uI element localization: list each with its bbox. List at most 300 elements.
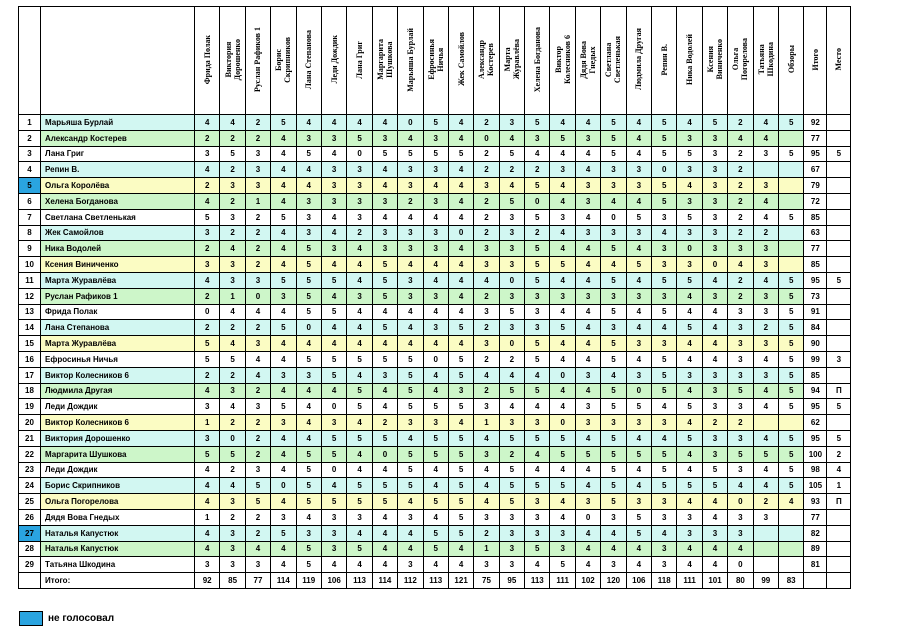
- column-total: 121: [448, 573, 473, 589]
- score-cell: 2: [728, 272, 753, 288]
- score-cell: 4: [321, 257, 346, 273]
- row-number: 15: [19, 336, 41, 352]
- score-cell: 3: [575, 178, 600, 194]
- row-name: Лана Григ: [41, 146, 195, 162]
- score-cell: 5: [372, 320, 397, 336]
- score-cell: 4: [398, 336, 423, 352]
- score-cell: 3: [575, 415, 600, 431]
- score-cell: 4: [652, 320, 677, 336]
- score-cell: 4: [626, 115, 651, 131]
- score-cell: 0: [347, 146, 372, 162]
- row-number: 25: [19, 494, 41, 510]
- table-row: [19, 162, 851, 178]
- row-number: 11: [19, 272, 41, 288]
- score-cell: 2: [753, 494, 778, 510]
- score-cell: 3: [626, 288, 651, 304]
- score-cell: 4: [448, 415, 473, 431]
- score-cell: 4: [677, 178, 702, 194]
- column-header-label: Людмила Другая: [634, 28, 644, 91]
- score-cell: 4: [550, 178, 575, 194]
- score-cell: 3: [753, 336, 778, 352]
- score-cell: 2: [474, 115, 499, 131]
- table-row: [19, 430, 851, 446]
- column-total: 102: [575, 573, 600, 589]
- score-cell: 4: [575, 304, 600, 320]
- row-total: 77: [804, 241, 827, 257]
- score-cell: 4: [626, 320, 651, 336]
- score-cell: 5: [271, 209, 296, 225]
- score-cell: 3: [753, 367, 778, 383]
- column-total: 113: [423, 573, 448, 589]
- score-cell: 4: [321, 146, 346, 162]
- score-cell: 2: [753, 225, 778, 241]
- score-cell: 3: [499, 525, 524, 541]
- score-cell: [753, 541, 778, 557]
- table-row: [19, 304, 851, 320]
- row-place: [827, 336, 851, 352]
- score-cell: 5: [499, 462, 524, 478]
- row-name: Ольга Королёва: [41, 178, 195, 194]
- score-cell: 3: [271, 415, 296, 431]
- score-cell: 3: [601, 225, 626, 241]
- score-cell: [778, 130, 803, 146]
- row-name: Виктор Колесников 6: [41, 367, 195, 383]
- score-cell: 5: [499, 146, 524, 162]
- row-total: 77: [804, 509, 827, 525]
- score-cell: 2: [195, 241, 220, 257]
- row-number: 9: [19, 241, 41, 257]
- score-cell: 4: [448, 288, 473, 304]
- column-total: 101: [702, 573, 727, 589]
- score-cell: 2: [195, 130, 220, 146]
- row-total: 77: [804, 130, 827, 146]
- score-cell: 5: [347, 383, 372, 399]
- score-cell: 4: [321, 225, 346, 241]
- score-cell: 3: [499, 320, 524, 336]
- score-cell: 2: [372, 415, 397, 431]
- score-cell: 2: [245, 525, 270, 541]
- score-cell: 4: [575, 430, 600, 446]
- row-total: 92: [804, 115, 827, 131]
- score-cell: 5: [195, 446, 220, 462]
- score-cell: 4: [220, 115, 245, 131]
- header-blank-number: [19, 7, 41, 115]
- score-cell: 2: [474, 525, 499, 541]
- score-cell: 4: [525, 367, 550, 383]
- score-cell: 4: [347, 367, 372, 383]
- table-row: [19, 272, 851, 288]
- score-cell: 4: [550, 241, 575, 257]
- row-place: [827, 415, 851, 431]
- score-cell: 5: [601, 336, 626, 352]
- score-cell: [753, 162, 778, 178]
- score-cell: 3: [652, 541, 677, 557]
- row-place: [827, 320, 851, 336]
- score-cell: 5: [626, 257, 651, 273]
- score-cell: 3: [601, 320, 626, 336]
- score-cell: 5: [448, 509, 473, 525]
- score-cell: 2: [220, 130, 245, 146]
- score-cell: 3: [499, 257, 524, 273]
- score-cell: 4: [728, 130, 753, 146]
- score-cell: 3: [550, 525, 575, 541]
- score-cell: 1: [220, 288, 245, 304]
- score-cell: 4: [372, 509, 397, 525]
- score-cell: 4: [550, 351, 575, 367]
- score-cell: 3: [423, 193, 448, 209]
- score-cell: 5: [398, 383, 423, 399]
- table-row: [19, 320, 851, 336]
- row-place: [827, 162, 851, 178]
- row-name: Марта Журавлёва: [41, 336, 195, 352]
- score-cell: 5: [448, 399, 473, 415]
- score-cell: 4: [195, 494, 220, 510]
- row-number: 16: [19, 351, 41, 367]
- score-cell: 4: [220, 336, 245, 352]
- column-header: [321, 7, 346, 115]
- score-cell: 3: [728, 304, 753, 320]
- score-cell: 5: [652, 272, 677, 288]
- score-cell: 4: [271, 541, 296, 557]
- column-header-label: Лана Григ: [355, 40, 365, 79]
- row-total: 95: [804, 146, 827, 162]
- score-cell: 4: [448, 130, 473, 146]
- row-total: 89: [804, 541, 827, 557]
- score-cell: 4: [245, 367, 270, 383]
- column-header-label: Маргарита Шушкова: [375, 39, 394, 80]
- table-row: [19, 209, 851, 225]
- score-cell: 4: [575, 209, 600, 225]
- score-cell: 5: [550, 130, 575, 146]
- score-cell: 5: [499, 430, 524, 446]
- score-cell: 2: [728, 115, 753, 131]
- score-cell: 3: [702, 446, 727, 462]
- score-cell: 3: [448, 383, 473, 399]
- score-cell: 3: [474, 304, 499, 320]
- row-total: 95: [804, 399, 827, 415]
- score-cell: 3: [626, 415, 651, 431]
- row-place: [827, 115, 851, 131]
- score-cell: 3: [245, 336, 270, 352]
- score-cell: 0: [220, 430, 245, 446]
- score-cell: 0: [499, 272, 524, 288]
- score-cell: 5: [601, 383, 626, 399]
- row-name: Александр Костерев: [41, 130, 195, 146]
- row-name: Хелена Богданова: [41, 193, 195, 209]
- score-cell: 5: [372, 478, 397, 494]
- score-cell: 3: [728, 367, 753, 383]
- score-cell: 5: [601, 351, 626, 367]
- score-cell: 3: [220, 541, 245, 557]
- table-row: [19, 367, 851, 383]
- score-cell: 5: [296, 241, 321, 257]
- score-cell: 2: [245, 430, 270, 446]
- row-number: 17: [19, 367, 41, 383]
- score-cell: 0: [372, 446, 397, 462]
- score-cell: 4: [753, 193, 778, 209]
- row-name: Наталья Капустюк: [41, 541, 195, 557]
- score-cell: 4: [271, 351, 296, 367]
- score-cell: 4: [195, 162, 220, 178]
- table-row: [19, 557, 851, 573]
- column-total: 120: [601, 573, 626, 589]
- score-cell: 4: [448, 193, 473, 209]
- column-total: 77: [245, 573, 270, 589]
- score-cell: 4: [626, 241, 651, 257]
- score-cell: 2: [728, 146, 753, 162]
- score-cell: 2: [499, 162, 524, 178]
- score-cell: 5: [423, 430, 448, 446]
- row-total: 72: [804, 193, 827, 209]
- score-cell: 4: [474, 367, 499, 383]
- score-cell: 3: [499, 225, 524, 241]
- score-cell: 4: [195, 193, 220, 209]
- column-header-label: Александр Костерев: [477, 40, 496, 79]
- score-cell: 4: [195, 272, 220, 288]
- column-header: [245, 7, 270, 115]
- score-cell: 5: [372, 351, 397, 367]
- score-cell: 3: [652, 288, 677, 304]
- score-cell: 4: [753, 130, 778, 146]
- score-cell: 3: [296, 193, 321, 209]
- score-cell: 3: [220, 257, 245, 273]
- row-number: 28: [19, 541, 41, 557]
- score-cell: 0: [271, 478, 296, 494]
- legend: [19, 611, 114, 626]
- score-cell: 5: [423, 525, 448, 541]
- score-cell: 3: [499, 541, 524, 557]
- score-cell: 4: [347, 257, 372, 273]
- score-cell: 3: [601, 162, 626, 178]
- score-cell: 4: [626, 193, 651, 209]
- score-cell: 3: [652, 257, 677, 273]
- score-cell: 2: [195, 178, 220, 194]
- score-cell: 3: [677, 367, 702, 383]
- score-cell: 5: [347, 130, 372, 146]
- score-cell: 4: [474, 478, 499, 494]
- score-cell: 4: [702, 351, 727, 367]
- score-cell: 5: [778, 288, 803, 304]
- row-place: [827, 509, 851, 525]
- column-total: 114: [271, 573, 296, 589]
- score-cell: 5: [321, 351, 346, 367]
- score-cell: 3: [626, 336, 651, 352]
- score-cell: [778, 225, 803, 241]
- score-cell: 5: [448, 351, 473, 367]
- header-row: [19, 7, 851, 115]
- score-cell: 4: [347, 462, 372, 478]
- column-header-label: Руслан Рафиков 1: [253, 27, 263, 92]
- column-header-label: Обзоры: [786, 45, 796, 74]
- column-header-label: Виктория Дорошенко: [223, 38, 242, 81]
- score-cell: 4: [423, 478, 448, 494]
- score-cell: 5: [499, 494, 524, 510]
- score-cell: 3: [525, 288, 550, 304]
- score-cell: 5: [652, 383, 677, 399]
- column-header-label: Леди Дождик: [329, 35, 339, 84]
- score-cell: 3: [195, 557, 220, 573]
- score-cell: 3: [398, 557, 423, 573]
- score-cell: 4: [626, 541, 651, 557]
- score-cell: 2: [195, 288, 220, 304]
- score-cell: 2: [220, 162, 245, 178]
- score-cell: 5: [423, 494, 448, 510]
- score-cell: 4: [677, 351, 702, 367]
- score-cell: 2: [702, 415, 727, 431]
- score-cell: 3: [220, 525, 245, 541]
- column-total: 106: [321, 573, 346, 589]
- score-cell: 3: [728, 430, 753, 446]
- score-cell: 2: [525, 225, 550, 241]
- score-cell: 3: [652, 557, 677, 573]
- score-cell: 4: [372, 209, 397, 225]
- score-cell: 0: [398, 115, 423, 131]
- row-number: 14: [19, 320, 41, 336]
- score-cell: 3: [525, 494, 550, 510]
- score-cell: 5: [677, 478, 702, 494]
- score-cell: 4: [372, 178, 397, 194]
- score-cell: 5: [601, 478, 626, 494]
- score-cell: 5: [398, 462, 423, 478]
- score-cell: 5: [245, 478, 270, 494]
- score-cell: 3: [601, 288, 626, 304]
- score-cell: 5: [525, 178, 550, 194]
- score-cell: 3: [753, 288, 778, 304]
- score-cell: 0: [296, 320, 321, 336]
- score-cell: 4: [575, 162, 600, 178]
- column-header: [702, 7, 727, 115]
- score-cell: 5: [347, 430, 372, 446]
- score-cell: 5: [372, 257, 397, 273]
- column-header-label: Татьяна Шкодина: [756, 42, 775, 77]
- results-table: [18, 6, 851, 589]
- score-cell: 5: [296, 304, 321, 320]
- score-cell: 4: [245, 304, 270, 320]
- column-header-label: Ксения Виниченко: [706, 39, 724, 80]
- score-cell: 3: [245, 272, 270, 288]
- score-cell: 4: [321, 478, 346, 494]
- score-cell: 3: [347, 209, 372, 225]
- row-number: 7: [19, 209, 41, 225]
- score-cell: 5: [372, 288, 397, 304]
- legend-label: не голосовал: [48, 613, 115, 624]
- score-cell: 5: [296, 494, 321, 510]
- score-cell: 4: [550, 115, 575, 131]
- score-cell: 4: [550, 462, 575, 478]
- row-name: Дядя Вова Гнедых: [41, 509, 195, 525]
- score-cell: 4: [550, 272, 575, 288]
- row-place: [827, 209, 851, 225]
- score-cell: 4: [499, 399, 524, 415]
- score-cell: 2: [474, 162, 499, 178]
- score-cell: 4: [220, 399, 245, 415]
- score-cell: 5: [778, 304, 803, 320]
- score-cell: 2: [474, 383, 499, 399]
- score-cell: 4: [448, 304, 473, 320]
- score-cell: 3: [677, 257, 702, 273]
- score-cell: 5: [423, 115, 448, 131]
- score-cell: 4: [550, 383, 575, 399]
- score-cell: 4: [448, 178, 473, 194]
- column-total: 95: [499, 573, 524, 589]
- score-cell: 3: [601, 557, 626, 573]
- column-header-label: Ника Водолей: [685, 33, 695, 85]
- score-cell: 5: [677, 399, 702, 415]
- row-name: Наталья Капустюк: [41, 525, 195, 541]
- score-cell: 3: [245, 178, 270, 194]
- row-place: [827, 525, 851, 541]
- score-cell: 3: [321, 130, 346, 146]
- score-cell: 3: [195, 257, 220, 273]
- score-cell: 5: [601, 430, 626, 446]
- score-cell: [778, 509, 803, 525]
- table-row: [19, 415, 851, 431]
- score-cell: 3: [398, 241, 423, 257]
- score-cell: 4: [702, 272, 727, 288]
- score-cell: 4: [601, 367, 626, 383]
- score-cell: 5: [398, 478, 423, 494]
- score-cell: [778, 557, 803, 573]
- score-cell: 4: [296, 383, 321, 399]
- row-total: 81: [804, 557, 827, 573]
- score-cell: 3: [321, 415, 346, 431]
- score-cell: 4: [347, 557, 372, 573]
- score-cell: 4: [271, 462, 296, 478]
- score-cell: 3: [474, 257, 499, 273]
- row-name: Борис Скрипников: [41, 478, 195, 494]
- score-cell: 3: [652, 336, 677, 352]
- score-cell: 2: [245, 320, 270, 336]
- score-cell: 2: [728, 209, 753, 225]
- score-cell: 3: [728, 462, 753, 478]
- score-cell: 3: [423, 162, 448, 178]
- score-cell: 3: [296, 225, 321, 241]
- score-cell: 3: [626, 225, 651, 241]
- score-cell: 3: [474, 241, 499, 257]
- score-cell: 4: [398, 257, 423, 273]
- score-cell: 4: [728, 478, 753, 494]
- score-cell: 5: [525, 272, 550, 288]
- row-name: Ольга Погорелова: [41, 494, 195, 510]
- score-cell: 4: [550, 494, 575, 510]
- score-cell: 5: [448, 320, 473, 336]
- score-cell: 4: [575, 257, 600, 273]
- score-cell: 4: [677, 557, 702, 573]
- score-cell: 4: [321, 320, 346, 336]
- score-cell: 5: [652, 304, 677, 320]
- score-cell: 5: [448, 367, 473, 383]
- row-number: 27: [19, 525, 41, 541]
- score-cell: 2: [474, 320, 499, 336]
- score-cell: 4: [753, 209, 778, 225]
- table-row: [19, 399, 851, 415]
- score-cell: 4: [753, 351, 778, 367]
- score-cell: 3: [220, 383, 245, 399]
- score-cell: 3: [321, 509, 346, 525]
- score-cell: 4: [321, 383, 346, 399]
- score-cell: 4: [575, 272, 600, 288]
- score-cell: 2: [474, 146, 499, 162]
- score-cell: 4: [448, 272, 473, 288]
- score-cell: 4: [626, 351, 651, 367]
- row-place: 5: [827, 146, 851, 162]
- score-cell: 5: [195, 209, 220, 225]
- score-cell: 5: [778, 462, 803, 478]
- footer-blank-total: [804, 573, 827, 589]
- row-number: 8: [19, 225, 41, 241]
- score-cell: 3: [728, 509, 753, 525]
- row-number: 4: [19, 162, 41, 178]
